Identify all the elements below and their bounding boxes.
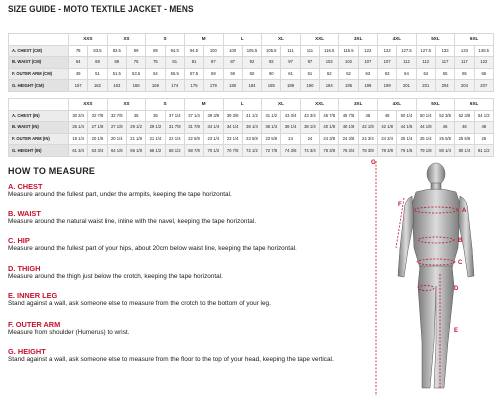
table-cell: 39 3/8: [204, 110, 223, 122]
size-header-cell: 5XL: [416, 34, 455, 46]
measure-outer-arm: [8, 320, 368, 337]
table-cell: 26: [474, 133, 493, 145]
table-cell: 79 1/8: [397, 145, 416, 157]
table-cell: 74 3/8: [281, 145, 300, 157]
table-cell: 36 1/4: [262, 122, 281, 134]
how-to-measure-heading: HOW TO MEASURE: [8, 166, 96, 176]
table-cell: 64: [416, 68, 435, 80]
table-cell: 31 7/8: [165, 122, 184, 134]
table-cell: 168: [126, 80, 145, 92]
measure-title: G. HEIGHT: [8, 347, 46, 356]
table-cell: 46: [455, 122, 474, 134]
table-cell: 199: [378, 80, 397, 92]
table-cell: 64 1/8: [107, 145, 126, 157]
table-cell: 81: [184, 57, 203, 69]
table-cell: 70 7/8: [223, 145, 242, 157]
table-cell: 57.5: [184, 68, 203, 80]
table-cell: 117: [435, 57, 454, 69]
table-cell: 204: [455, 80, 474, 92]
table-cell: 107: [358, 57, 377, 69]
table-cell: 59: [204, 68, 223, 80]
table-row: [9, 45, 494, 57]
measure-chest: [8, 182, 368, 199]
table-cell: 53.5: [126, 68, 145, 80]
table-cell: 61: [281, 68, 300, 80]
size-header-cell: 3XL: [339, 99, 378, 111]
table-cell: 112: [416, 57, 435, 69]
header-blank-cell: [9, 34, 69, 46]
measure-thigh: [8, 264, 368, 281]
table-row: [9, 122, 494, 134]
size-header-cell: XS: [107, 34, 146, 46]
measure-hip: [8, 236, 368, 253]
table-cell: 116.5: [320, 45, 339, 57]
table-cell: 22 1/4: [165, 133, 184, 145]
table-cell: 69: [107, 57, 126, 69]
table-cell: 190: [300, 80, 319, 92]
table-cell: 38 1/4: [300, 122, 319, 134]
table-cell: 54 1/2: [474, 110, 493, 122]
table-cell: 185: [262, 80, 281, 92]
measure-height: [8, 347, 368, 364]
measure-title: D. THIGH: [8, 264, 41, 273]
table-cell: 68 7/8: [184, 145, 203, 157]
table-cell: 45 7/8: [339, 110, 358, 122]
size-header-cell: 4XL: [378, 99, 417, 111]
table-cell: 105.5: [242, 45, 261, 57]
table-cell: 25 5/8: [455, 133, 474, 145]
table-cell: 24 3/8: [339, 133, 358, 145]
table-cell: 24 3/4: [358, 133, 377, 145]
table-cell: 138.5: [474, 45, 493, 57]
table-cell: 78 3/8: [378, 145, 397, 157]
figure-label-c: C: [458, 260, 463, 266]
table-cell: 52 3/8: [455, 110, 474, 122]
table-cell: 102: [320, 57, 339, 69]
table-cell: 34 1/4: [223, 122, 242, 134]
row-label: A. CHEST (IN): [9, 110, 69, 122]
table-cell: 25 1/4: [69, 122, 88, 134]
row-label: B. WAIST (CM): [9, 57, 69, 69]
table-row: [9, 57, 494, 69]
table-cell: 43 3/4: [300, 110, 319, 122]
size-header-cell: L: [223, 34, 262, 46]
figure-label-e: E: [454, 328, 459, 334]
table-cell: 133: [435, 45, 454, 57]
table-cell: 174: [165, 80, 184, 92]
table-cell: 59: [223, 68, 242, 80]
table-cell: 51.5: [107, 68, 126, 80]
row-label: F. OUTER ARM (IN): [9, 133, 69, 145]
measure-text: Measure from shoulder (Humerus) to wrist.: [8, 329, 130, 336]
table-cell: 80 1/4: [435, 145, 454, 157]
table-cell: 87: [223, 57, 242, 69]
table-cell: 37 1/4: [165, 110, 184, 122]
table-cell: 81 1/2: [474, 145, 493, 157]
size-header-cell: S: [146, 99, 185, 111]
size-header-cell: XL: [262, 99, 301, 111]
measure-text: Measure around the fullest part of your hips, about 20cm below waist line, keeping the tape horizontal.: [8, 245, 297, 252]
table-cell: 60: [262, 68, 281, 80]
table-cell: 89: [126, 45, 145, 57]
table-cell: 48: [474, 122, 493, 134]
measure-waist: [8, 209, 368, 226]
table-cell: 189: [281, 80, 300, 92]
table-cell: 37 1/4: [184, 110, 203, 122]
table-cell: 27 1/8: [107, 122, 126, 134]
table-cell: 207: [474, 80, 493, 92]
table-cell: 49: [69, 68, 88, 80]
table-cell: 94.5: [165, 45, 184, 57]
table-cell: 25 1/4: [416, 133, 435, 145]
table-cell: 25 1/4: [397, 133, 416, 145]
table-cell: 89: [146, 45, 165, 57]
table-cell: 201: [416, 80, 435, 92]
table-cell: 60: [242, 68, 261, 80]
size-header-cell: XXL: [300, 99, 339, 111]
table-cell: 40 1/8: [320, 122, 339, 134]
table-cell: 61 3/4: [69, 145, 88, 157]
table-row: [9, 133, 494, 145]
table-cell: 35: [146, 110, 165, 122]
table-cell: 94.5: [184, 45, 203, 57]
table-cell: 64: [397, 68, 416, 80]
figure-label-f: F: [398, 202, 402, 208]
table-row: [9, 80, 494, 92]
table-cell: 78: [69, 45, 88, 57]
table-cell: 157: [69, 80, 88, 92]
size-header-cell: M: [184, 99, 223, 111]
size-header-cell: L: [223, 99, 262, 111]
table-cell: 122: [474, 57, 493, 69]
table-cell: 25 5/8: [435, 133, 454, 145]
table-cell: 20 1/8: [88, 133, 107, 145]
table-cell: 199: [358, 80, 377, 92]
table-cell: 127.5: [397, 45, 416, 57]
size-header-cell: XS: [107, 99, 146, 111]
size-header-cell: 6XL: [455, 99, 494, 111]
table-cell: 80 1/4: [455, 145, 474, 157]
measure-title: A. CHEST: [8, 182, 43, 191]
table-cell: 92: [242, 57, 261, 69]
table-cell: 69: [88, 57, 107, 69]
table-cell: 75: [146, 57, 165, 69]
table-cell: 42 1/8: [378, 122, 397, 134]
table-cell: 87: [204, 57, 223, 69]
body-measurement-figure: [368, 156, 498, 401]
table-cell: 122: [378, 45, 397, 57]
table-cell: 111: [281, 45, 300, 57]
table-cell: 204: [435, 80, 454, 92]
row-label: G. HEIGHT (IN): [9, 145, 69, 157]
table-cell: 116.5: [339, 45, 358, 57]
table-cell: 39 3/8: [223, 110, 242, 122]
table-cell: 48: [378, 110, 397, 122]
figure-label-d: D: [454, 286, 459, 292]
table-cell: 100: [204, 45, 223, 57]
table-cell: 66 1/8: [126, 145, 145, 157]
table-cell: 112: [397, 57, 416, 69]
human-silhouette: [398, 163, 474, 388]
table-cell: 97: [281, 57, 300, 69]
table-row: [9, 110, 494, 122]
measure-title: B. WAIST: [8, 209, 41, 218]
table-cell: 23 5/8: [262, 133, 281, 145]
measure-text: Measure around the fullest part, under the armpits, keeping the tape horizontal.: [8, 191, 232, 198]
table-cell: 97: [300, 57, 319, 69]
table-cell: 63: [358, 68, 377, 80]
table-cell: 92: [262, 57, 281, 69]
table-cell: 23 1/4: [223, 133, 242, 145]
table-cell: 65: [435, 68, 454, 80]
table-cell: 35: [126, 110, 145, 122]
header-blank-cell: [9, 99, 69, 111]
table-cell: 51: [88, 68, 107, 80]
table-cell: 162: [88, 80, 107, 92]
figure-label-b: B: [458, 238, 463, 244]
table-cell: 44 1/8: [397, 122, 416, 134]
size-header-cell: S: [146, 34, 185, 46]
table-cell: 24: [300, 133, 319, 145]
table-cell: 63: [378, 68, 397, 80]
size-table-inches: [8, 98, 494, 157]
size-header-cell: 4XL: [378, 34, 417, 46]
table-cell: 180: [223, 80, 242, 92]
table-cell: 24 3/8: [320, 133, 339, 145]
table-cell: 62: [339, 68, 358, 80]
table-cell: 41 1/2: [242, 110, 261, 122]
table-cell: 66 1/2: [146, 145, 165, 157]
table-cell: 133: [455, 45, 474, 57]
table-cell: 32 7/8: [107, 110, 126, 122]
table-row: [9, 68, 494, 80]
row-label: A. CHEST (CM): [9, 45, 69, 57]
table-cell: 34 1/4: [204, 122, 223, 134]
table-cell: 40 1/8: [339, 122, 358, 134]
table-cell: 29 1/2: [146, 122, 165, 134]
table-cell: 24 3/4: [378, 133, 397, 145]
table-cell: 79 1/8: [416, 145, 435, 157]
table-cell: 22 5/8: [184, 133, 203, 145]
table-cell: 21 1/8: [126, 133, 145, 145]
table-cell: 163: [107, 80, 126, 92]
table-cell: 74 3/4: [300, 145, 319, 157]
size-header-cell: 6XL: [455, 34, 494, 46]
table-cell: 64: [69, 57, 88, 69]
table-cell: 83.5: [88, 45, 107, 57]
table-cell: 61: [300, 68, 319, 80]
size-header-cell: M: [184, 34, 223, 46]
table-cell: 27 1/8: [88, 122, 107, 134]
table-cell: 179: [204, 80, 223, 92]
table-cell: 81: [165, 57, 184, 69]
row-label: B. WAIST (IN): [9, 122, 69, 134]
measure-text: Stand against a wall, ask someone else to measure from the floor to the top of your head, keeping the tape vertical.: [8, 356, 334, 363]
table-cell: 21 1/4: [146, 133, 165, 145]
table-cell: 83.5: [107, 45, 126, 57]
table-cell: 19 1/4: [69, 133, 88, 145]
table-cell: 68 1/2: [165, 145, 184, 157]
table-cell: 30 3/4: [69, 110, 88, 122]
table-cell: 52 3/8: [435, 110, 454, 122]
measure-inner-leg: [8, 291, 368, 308]
table-cell: 75: [126, 57, 145, 69]
table-cell: 111: [300, 45, 319, 57]
table-cell: 127.5: [416, 45, 435, 57]
table-cell: 102: [339, 57, 358, 69]
table-cell: 72 7/8: [262, 145, 281, 157]
size-header-cell: XXL: [300, 34, 339, 46]
table-cell: 44 1/8: [416, 122, 435, 134]
page-title: SIZE GUIDE - MOTO TEXTILE JACKET - MENS: [8, 4, 194, 14]
table-cell: 175: [184, 80, 203, 92]
table-cell: 56.5: [165, 68, 184, 80]
table-cell: 23 1/4: [204, 133, 223, 145]
size-header-cell: 5XL: [416, 99, 455, 111]
table-cell: 194: [320, 80, 339, 92]
table-cell: 46: [435, 122, 454, 134]
size-table-cm: [8, 33, 494, 92]
table-cell: 45 7/8: [320, 110, 339, 122]
measure-text: Stand against a wall, ask someone else to measure from the crotch to the bottom of your leg.: [8, 300, 271, 307]
table-cell: 24: [281, 133, 300, 145]
measure-title: E. INNER LEG: [8, 291, 58, 300]
table-cell: 195: [339, 80, 358, 92]
table-cell: 48: [358, 110, 377, 122]
measure-title: C. HIP: [8, 236, 30, 245]
table-cell: 31 7/8: [184, 122, 203, 134]
size-header-cell: XXS: [69, 34, 108, 46]
row-label: G. HEIGHT (CM): [9, 80, 69, 92]
table-cell: 107: [378, 57, 397, 69]
table-cell: 41 1/2: [262, 110, 281, 122]
table-cell: 100: [223, 45, 242, 57]
size-header-cell: XXS: [69, 99, 108, 111]
table-cell: 32 7/8: [88, 110, 107, 122]
table-cell: 65: [455, 68, 474, 80]
table-cell: 105.5: [262, 45, 281, 57]
row-label: F. OUTER ARM (CM): [9, 68, 69, 80]
table-cell: 76 3/4: [339, 145, 358, 157]
table-cell: 23 5/8: [242, 133, 261, 145]
table-cell: 20 1/4: [107, 133, 126, 145]
measure-text: Measure around the thigh just below the crotch, keeping the tape horizontal.: [8, 273, 223, 280]
table-cell: 70 1/2: [204, 145, 223, 157]
table-cell: 42 1/8: [358, 122, 377, 134]
size-header-row: [9, 34, 494, 46]
table-cell: 43 3/4: [281, 110, 300, 122]
table-row: [9, 145, 494, 157]
table-cell: 36 1/4: [242, 122, 261, 134]
size-header-cell: 3XL: [339, 34, 378, 46]
table-cell: 78 3/8: [358, 145, 377, 157]
figure-label-a: A: [462, 208, 467, 214]
size-header-row: [9, 99, 494, 111]
table-cell: 66: [474, 68, 493, 80]
table-cell: 117: [455, 57, 474, 69]
table-cell: 184: [242, 80, 261, 92]
size-header-cell: XL: [262, 34, 301, 46]
table-cell: 201: [397, 80, 416, 92]
table-cell: 62: [320, 68, 339, 80]
measure-text: Measure around the natural waist line, inline with the navel, keeping the tape horizontal.: [8, 218, 256, 225]
table-cell: 50 1/4: [416, 110, 435, 122]
table-cell: 63 3/4: [88, 145, 107, 157]
table-cell: 50 1/4: [397, 110, 416, 122]
table-cell: 169: [146, 80, 165, 92]
table-cell: 122: [358, 45, 377, 57]
table-cell: 76 3/8: [320, 145, 339, 157]
table-cell: 54: [146, 68, 165, 80]
table-cell: 72 1/2: [242, 145, 261, 157]
measure-title: F. OUTER ARM: [8, 320, 61, 329]
table-cell: 29 1/2: [126, 122, 145, 134]
figure-label-g: G: [371, 160, 376, 166]
table-cell: 38 1/4: [281, 122, 300, 134]
